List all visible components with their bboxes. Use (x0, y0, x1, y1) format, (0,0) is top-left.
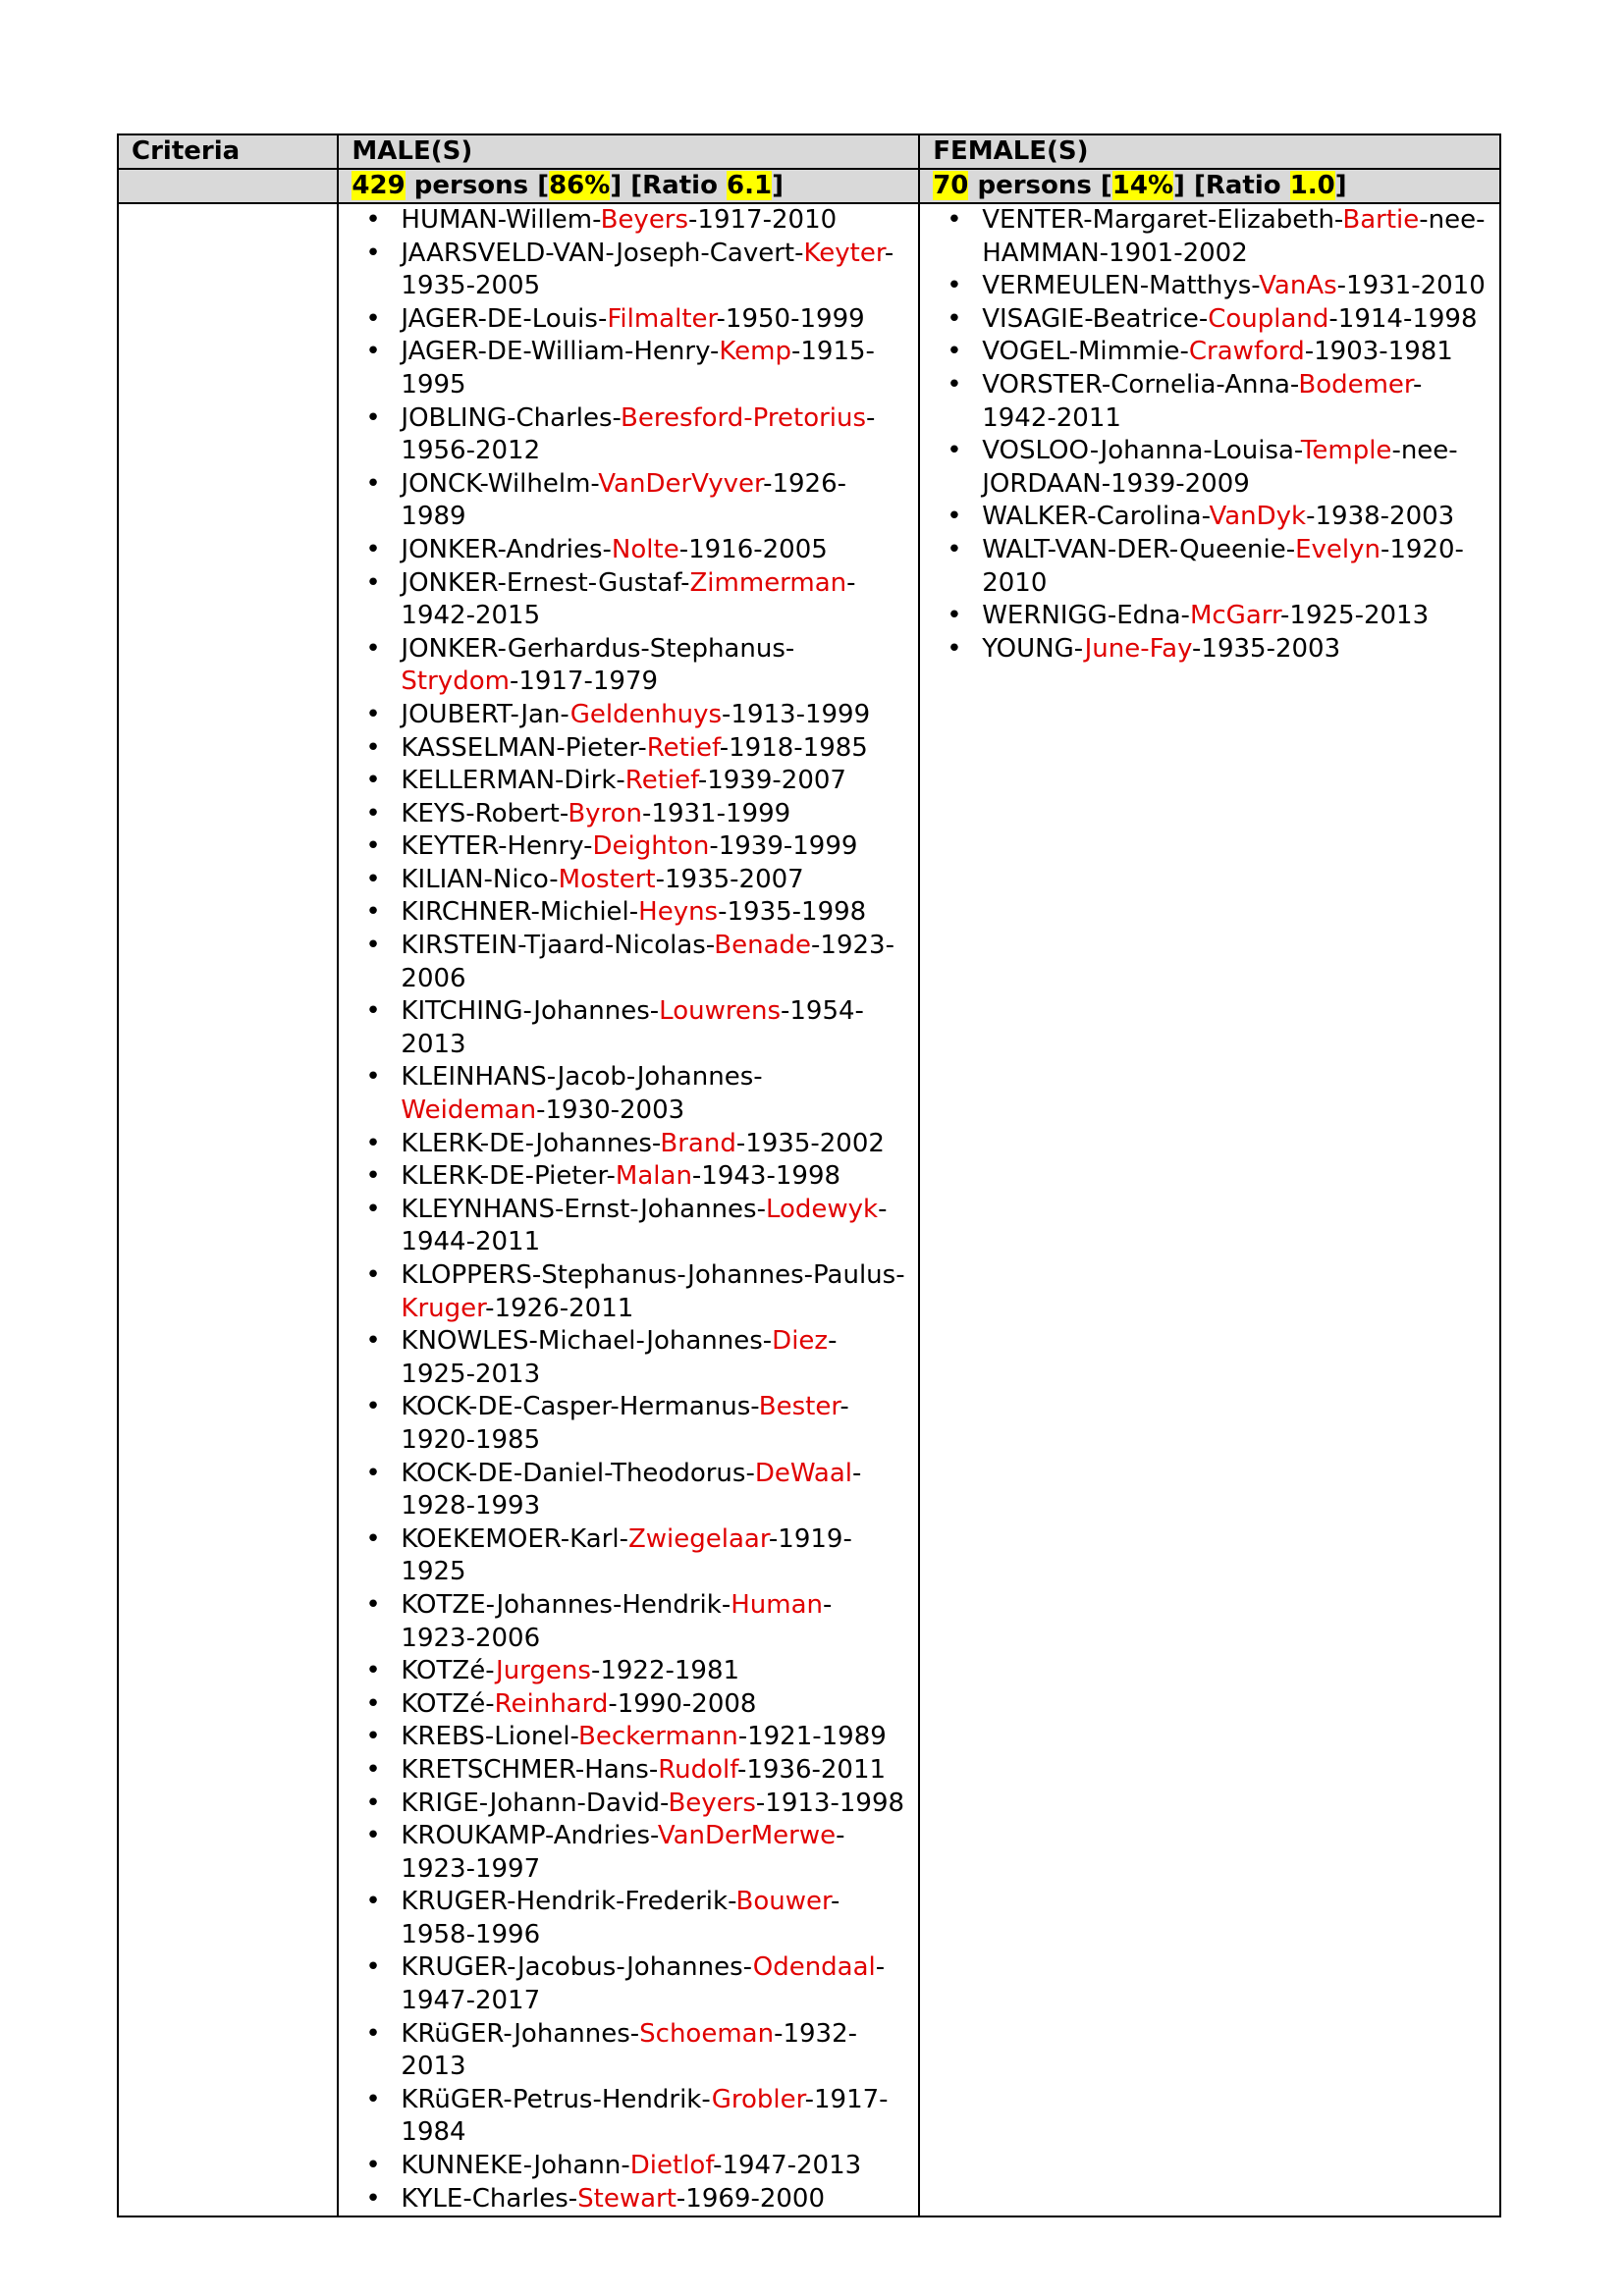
name-suffix: -1942-2011 (982, 369, 1423, 433)
name-prefix: WALT-VAN-DER-Queenie- (982, 534, 1296, 564)
male-list-item (352, 1754, 905, 1788)
male-list-item (352, 1523, 905, 1589)
male-list-item (352, 1458, 905, 1523)
male-list-item (352, 1655, 905, 1688)
name-highlight: Rudolf (658, 1754, 737, 1785)
name-prefix: VERMEULEN-Matthys- (982, 271, 1260, 301)
male-ratio-label: Ratio (642, 171, 718, 200)
male-list-item (352, 1194, 905, 1259)
female-ratio-label: Ratio (1205, 171, 1281, 200)
male-list-item (352, 534, 905, 567)
name-highlight: Geldenhuys (569, 699, 723, 729)
female-list-item (933, 369, 1487, 435)
male-list-item (352, 896, 905, 930)
name-prefix: JOBLING-Charles- (401, 402, 621, 433)
male-list-item (352, 995, 905, 1061)
name-suffix: -1943-1998 (691, 1161, 841, 1192)
male-list-item (352, 1391, 905, 1457)
male-list-item (352, 2084, 905, 2150)
name-prefix: KASSELMAN-Pieter- (401, 732, 647, 763)
name-highlight: Temple (1300, 436, 1392, 466)
criteria-cell (118, 203, 338, 2216)
name-suffix: -1930-2003 (536, 1095, 685, 1126)
name-prefix: JOUBERT-Jan- (401, 699, 570, 729)
name-highlight: Kemp (719, 337, 791, 367)
name-suffix: -1917-1984 (401, 2084, 889, 2148)
name-highlight: June-Fay (1084, 633, 1193, 664)
name-suffix: -1925-2013 (1280, 601, 1430, 631)
name-highlight: Malan (615, 1161, 692, 1192)
name-highlight: Retief (624, 766, 698, 796)
male-list-item (352, 798, 905, 831)
name-suffix: -1938-2003 (1306, 502, 1455, 532)
name-suffix: -1931-2010 (1336, 271, 1486, 301)
female-list-item (933, 435, 1487, 501)
male-list (352, 204, 905, 2216)
name-suffix: -1923-2006 (401, 931, 894, 993)
female-list-item (933, 501, 1487, 534)
name-prefix: KOTZE-Johannes-Hendrik- (401, 1589, 731, 1620)
name-prefix: JONKER-Andries- (401, 534, 612, 564)
name-prefix: JAGER-DE-Louis- (401, 303, 608, 334)
male-list-item (352, 1788, 905, 1821)
name-highlight: Lodewyk (765, 1194, 879, 1224)
name-suffix: -1918-1985 (719, 732, 868, 763)
name-suffix: -1950-1999 (716, 303, 865, 334)
name-highlight: Bartie (1342, 205, 1420, 235)
name-highlight: Bouwer (735, 1887, 832, 1917)
male-list-item (352, 204, 905, 238)
name-prefix: KRUGER-Jacobus-Johannes- (401, 1952, 753, 1983)
male-list-item (352, 1128, 905, 1161)
name-highlight: Keyter (803, 238, 885, 268)
name-highlight: Dietlof (629, 2151, 714, 2181)
name-prefix: YOUNG- (982, 633, 1085, 664)
name-highlight: Coupland (1208, 303, 1329, 334)
male-list-item (352, 1061, 905, 1127)
male-list-item (352, 1259, 905, 1325)
name-prefix: JAARSVELD-VAN-Joseph-Cavert- (401, 238, 804, 268)
name-suffix: -1947-2017 (401, 1952, 886, 2016)
male-list-item (352, 633, 905, 699)
name-prefix: HUMAN-Willem- (401, 205, 601, 235)
name-suffix: -1931-1999 (642, 798, 791, 828)
name-prefix: VORSTER-Cornelia-Anna- (982, 369, 1299, 400)
male-list-item (352, 732, 905, 766)
female-percent: 14% (1111, 171, 1174, 200)
female-persons-label: persons (977, 171, 1092, 200)
name-prefix: JONKER-Gerhardus-Stephanus- (401, 633, 795, 664)
male-list-item (352, 864, 905, 897)
name-suffix: -1925-2013 (401, 1326, 838, 1389)
name-prefix: KROUKAMP-Andries- (401, 1821, 658, 1851)
name-prefix: KILIAN-Nico- (401, 864, 559, 894)
male-header: MALE(S) (338, 134, 919, 169)
list-row (118, 203, 1500, 2216)
female-list-item (933, 204, 1487, 270)
male-list-item (352, 1589, 905, 1655)
name-highlight: Beyers (600, 205, 689, 235)
male-list-item (352, 2150, 905, 2183)
name-prefix: KOCK-DE-Casper-Hermanus- (401, 1392, 759, 1422)
name-prefix: VENTER-Margaret-Elizabeth- (982, 205, 1343, 235)
name-highlight: Reinhard (494, 1688, 609, 1719)
male-list-item (352, 2018, 905, 2084)
name-suffix: -1954-2013 (401, 996, 864, 1059)
name-prefix: KITCHING-Johannes- (401, 996, 660, 1027)
male-list-item (352, 765, 905, 798)
name-highlight: Zimmerman (689, 567, 847, 598)
name-suffix: -1935-2007 (655, 864, 804, 894)
summary-row (118, 169, 1500, 203)
name-highlight: Crawford (1188, 337, 1305, 367)
male-list-item (352, 402, 905, 468)
name-highlight: Deighton (592, 831, 710, 862)
male-list-item (352, 1820, 905, 1886)
name-highlight: Beresford-Pretorius (621, 402, 867, 433)
name-suffix: -1947-2013 (713, 2151, 862, 2181)
male-list-item (352, 336, 905, 401)
name-suffix: -1926-1989 (401, 468, 846, 532)
name-highlight: Bodemer (1298, 369, 1413, 400)
name-prefix: WALKER-Carolina- (982, 502, 1210, 532)
name-highlight: Nolte (611, 534, 679, 564)
name-highlight: Beyers (668, 1788, 756, 1818)
name-prefix: WERNIGG-Edna- (982, 601, 1190, 631)
summary-criteria-cell (118, 169, 338, 203)
name-highlight: VanDerMerwe (657, 1821, 837, 1851)
name-suffix: -1956-2012 (401, 402, 876, 466)
female-header: FEMALE(S) (919, 134, 1500, 169)
name-highlight: Human (731, 1589, 823, 1620)
name-suffix: -1921-1989 (737, 1722, 887, 1752)
male-list-item (352, 567, 905, 633)
name-prefix: KLOPPERS-Stephanus-Johannes-Paulus- (401, 1260, 905, 1290)
male-persons-label: persons (413, 171, 529, 200)
name-suffix: -1935-2005 (401, 238, 894, 301)
name-prefix: KYLE-Charles- (401, 2183, 578, 2214)
name-highlight: Retief (646, 732, 720, 763)
female-list-item (933, 303, 1487, 337)
name-suffix: -1939-2007 (697, 766, 846, 796)
male-count: 429 (352, 171, 406, 200)
name-prefix: KOCK-DE-Daniel-Theodorus- (401, 1458, 755, 1488)
name-suffix: -1935-2002 (735, 1128, 885, 1158)
name-prefix: KLERK-DE-Pieter- (401, 1161, 616, 1192)
male-list-item (352, 2183, 905, 2216)
name-suffix: -1914-1998 (1328, 303, 1478, 334)
name-prefix: KRETSCHMER-Hans- (401, 1754, 659, 1785)
male-list-cell (338, 203, 919, 2216)
name-highlight: Bester (758, 1392, 840, 1422)
name-suffix: -1919-1925 (401, 1523, 852, 1587)
name-suffix: -nee-HAMMAN-1901-2002 (982, 205, 1486, 268)
header-row (118, 134, 1500, 169)
name-highlight: Odendaal (752, 1952, 876, 1983)
name-prefix: KLERK-DE-Johannes- (401, 1128, 661, 1158)
name-suffix: -1913-1999 (722, 699, 871, 729)
name-highlight: Schoeman (639, 2018, 775, 2049)
name-highlight: VanAs (1259, 271, 1337, 301)
name-prefix: KIRCHNER-Michiel- (401, 897, 639, 928)
name-suffix: -1923-1997 (401, 1821, 845, 1884)
name-suffix: -1969-2000 (676, 2183, 826, 2214)
name-highlight: McGarr (1189, 601, 1281, 631)
name-prefix: KEYS-Robert- (401, 798, 568, 828)
name-highlight: Evelyn (1295, 534, 1380, 564)
name-suffix: -1990-2008 (608, 1688, 757, 1719)
name-prefix: KRüGER-Petrus-Hendrik- (401, 2084, 712, 2114)
name-prefix: KOTZé- (401, 1688, 495, 1719)
name-suffix: -1942-2015 (401, 567, 856, 631)
male-summary: 429 persons [86%] [Ratio 6.1] (338, 169, 919, 203)
female-list-item (933, 336, 1487, 369)
name-prefix: KEYTER-Henry- (401, 831, 593, 862)
name-suffix: -1944-2011 (401, 1194, 888, 1257)
name-highlight: Louwrens (659, 996, 781, 1027)
name-highlight: Strydom (401, 667, 510, 697)
male-list-item (352, 468, 905, 534)
name-prefix: KRüGER-Johannes- (401, 2018, 640, 2049)
name-highlight: VanDerVyver (598, 468, 764, 499)
name-highlight: Byron (568, 798, 643, 828)
male-list-item (352, 699, 905, 732)
name-prefix: KOEKEMOER-Karl- (401, 1523, 628, 1554)
name-highlight: Grobler (711, 2084, 805, 2114)
name-prefix: JONCK-Wilhelm- (401, 468, 599, 499)
name-prefix: KLEINHANS-Jacob-Johannes- (401, 1062, 762, 1093)
male-list-item (352, 930, 905, 995)
female-list-item (933, 270, 1487, 303)
female-list-item (933, 633, 1487, 667)
male-list-item (352, 1325, 905, 1391)
name-highlight: Beckermann (578, 1722, 738, 1752)
name-highlight: Filmalter (607, 303, 717, 334)
name-highlight: Mostert (558, 864, 656, 894)
name-suffix: -1922-1981 (590, 1656, 740, 1686)
name-highlight: Kruger (401, 1293, 486, 1323)
name-prefix: KRIGE-Johann-David- (401, 1788, 669, 1818)
name-prefix: KELLERMAN-Dirk- (401, 766, 625, 796)
name-prefix: VOGEL-Mimmie- (982, 337, 1189, 367)
name-prefix: KREBS-Lionel- (401, 1722, 578, 1752)
name-prefix: VISAGIE-Beatrice- (982, 303, 1209, 334)
name-suffix: -nee-JORDAAN-1939-2009 (982, 436, 1458, 499)
name-highlight: Heyns (638, 897, 719, 928)
male-list-item (352, 1951, 905, 2017)
female-list-cell (919, 203, 1500, 2216)
name-highlight: Zwiegelaar (627, 1523, 769, 1554)
name-suffix: -1939-1999 (709, 831, 858, 862)
female-list (933, 204, 1487, 666)
name-suffix: -1932-2013 (401, 2018, 857, 2082)
name-suffix: -1923-2006 (401, 1589, 833, 1653)
male-ratio: 6.1 (727, 171, 773, 200)
name-suffix: -1913-1998 (755, 1788, 905, 1818)
name-prefix: KNOWLES-Michael-Johannes- (401, 1326, 773, 1357)
name-suffix: -1958-1996 (401, 1887, 840, 1949)
name-prefix: KOTZé- (401, 1656, 497, 1686)
male-list-item (352, 1160, 905, 1194)
name-suffix: -1935-1998 (718, 897, 867, 928)
name-prefix: KRUGER-Hendrik-Frederik- (401, 1887, 736, 1917)
name-highlight: VanDyk (1209, 502, 1307, 532)
name-highlight: Benade (714, 931, 812, 961)
name-prefix: KLEYNHANS-Ernst-Johannes- (401, 1194, 766, 1224)
name-suffix: -1926-2011 (485, 1293, 634, 1323)
name-suffix: -1917-2010 (688, 205, 838, 235)
name-suffix: -1917-1979 (509, 667, 659, 697)
name-suffix: -1920-1985 (401, 1392, 849, 1455)
name-suffix: -1915-1995 (401, 337, 875, 400)
name-prefix: JAGER-DE-William-Henry- (401, 337, 720, 367)
name-suffix: -1936-2011 (736, 1754, 887, 1785)
name-highlight: Weideman (401, 1095, 537, 1126)
name-prefix: KIRSTEIN-Tjaard-Nicolas- (401, 931, 715, 961)
name-highlight: Jurgens (496, 1656, 591, 1686)
name-highlight: Diez (772, 1326, 829, 1357)
name-suffix: -1916-2005 (678, 534, 828, 564)
female-list-item (933, 534, 1487, 600)
male-list-item (352, 1886, 905, 1951)
name-highlight: Brand (660, 1128, 736, 1158)
name-prefix: VOSLOO-Johanna-Louisa- (982, 436, 1301, 466)
criteria-header: Criteria (118, 134, 338, 169)
name-suffix: -1928-1993 (401, 1458, 862, 1522)
male-list-item (352, 830, 905, 864)
male-list-item (352, 303, 905, 337)
male-list-item (352, 1688, 905, 1722)
name-prefix: JONKER-Ernest-Gustaf- (401, 567, 690, 598)
name-suffix: -1903-1981 (1304, 337, 1453, 367)
name-highlight: Stewart (577, 2183, 677, 2214)
results-table (117, 133, 1501, 2217)
name-suffix: -1935-2003 (1192, 633, 1341, 664)
male-list-item (352, 238, 905, 303)
name-highlight: DeWaal (754, 1458, 852, 1488)
female-list-item (933, 600, 1487, 633)
name-suffix: -1920-2010 (982, 534, 1464, 598)
male-percent: 86% (549, 171, 611, 200)
female-ratio: 1.0 (1289, 171, 1335, 200)
female-count: 70 (933, 171, 969, 200)
name-prefix: KUNNEKE-Johann- (401, 2151, 630, 2181)
female-summary: 70 persons [14%] [Ratio 1.0] (919, 169, 1500, 203)
male-list-item (352, 1721, 905, 1754)
